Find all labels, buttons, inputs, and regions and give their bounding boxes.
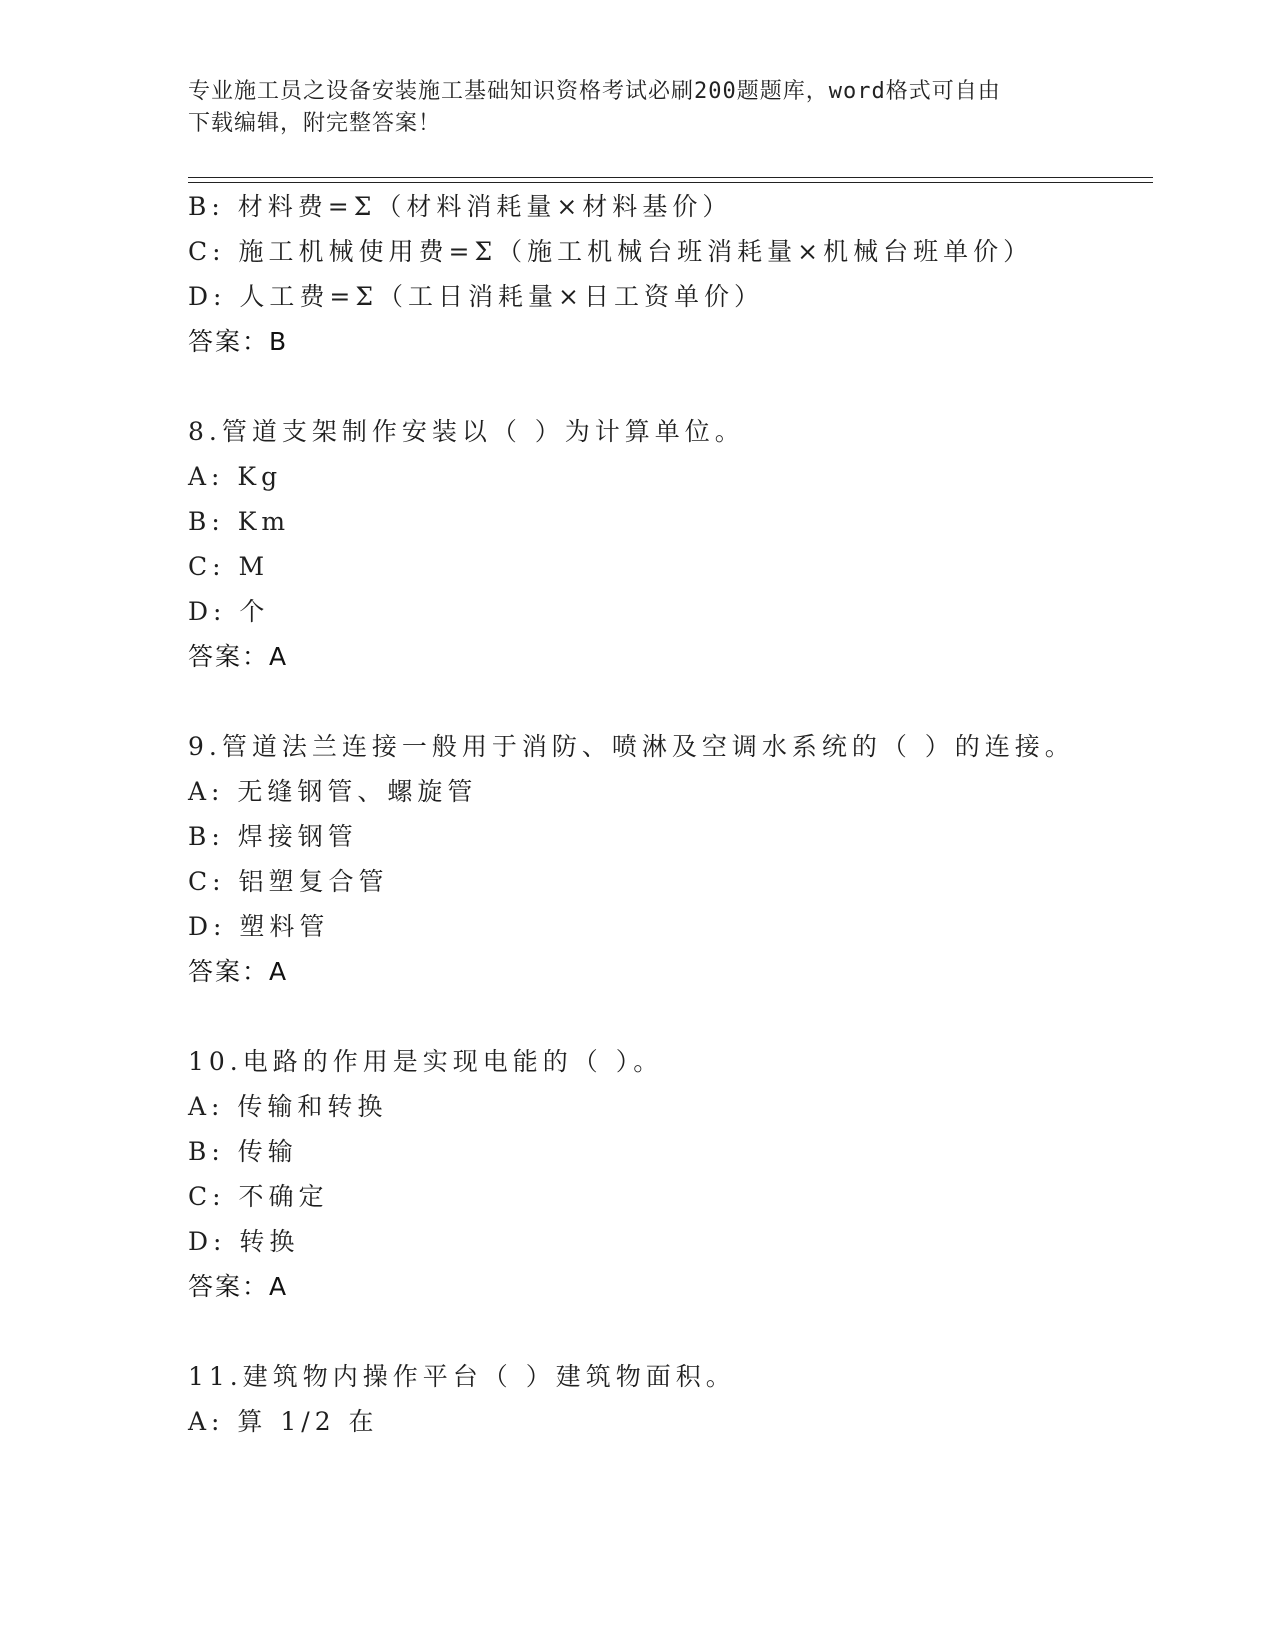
q8-answer: 答案：A (188, 642, 289, 671)
q9-question: 9.管道法兰连接一般用于消防、喷淋及空调水系统的（ ）的连接。 (188, 732, 1075, 761)
q10-option-d: D: 转换 (188, 1227, 300, 1256)
header-line-1: 专业施工员之设备安装施工基础知识资格考试必刷200题题库，word格式可自由 (188, 79, 1001, 104)
q9-answer: 答案：A (188, 957, 289, 986)
document-header (188, 76, 1068, 140)
q7-answer: 答案：B (188, 327, 289, 356)
q8-option-c: C: M (188, 552, 270, 581)
q9-option-b: B: 焊接钢管 (188, 822, 358, 851)
q7-option-d: D: 人工费=Σ（工日消耗量×日工资单价） (188, 282, 764, 311)
header-rule-top (188, 177, 1153, 178)
q10-answer: 答案：A (188, 1272, 289, 1301)
header-rule-bottom (188, 182, 1153, 183)
q8-option-b: B: Km (188, 507, 291, 536)
q7-option-c: C: 施工机械使用费=Σ（施工机械台班消耗量×机械台班单价） (188, 237, 1034, 266)
q10-option-c: C: 不确定 (188, 1182, 329, 1211)
q10-question: 10.电路的作用是实现电能的（ ）。 (188, 1047, 664, 1076)
q9-option-a: A: 无缝钢管、螺旋管 (188, 777, 478, 806)
q8-option-d: D: 个 (188, 597, 270, 626)
q7-option-b: B: 材料费=Σ（材料消耗量×材料基价） (188, 192, 733, 221)
q9-option-c: C: 铝塑复合管 (188, 867, 389, 896)
q9-option-d: D: 塑料管 (188, 912, 330, 941)
q8-question: 8.管道支架制作安装以（ ）为计算单位。 (188, 417, 745, 446)
q10-option-a: A: 传输和转换 (188, 1092, 388, 1121)
header-line-2: 下载编辑，附完整答案！ (188, 111, 442, 136)
q8-option-a: A: Kg (188, 462, 283, 491)
q10-option-b: B: 传输 (188, 1137, 298, 1166)
q11-question: 11.建筑物内操作平台（ ）建筑物面积。 (188, 1362, 736, 1391)
q11-option-a: A: 算 1/2 在 (188, 1407, 379, 1436)
